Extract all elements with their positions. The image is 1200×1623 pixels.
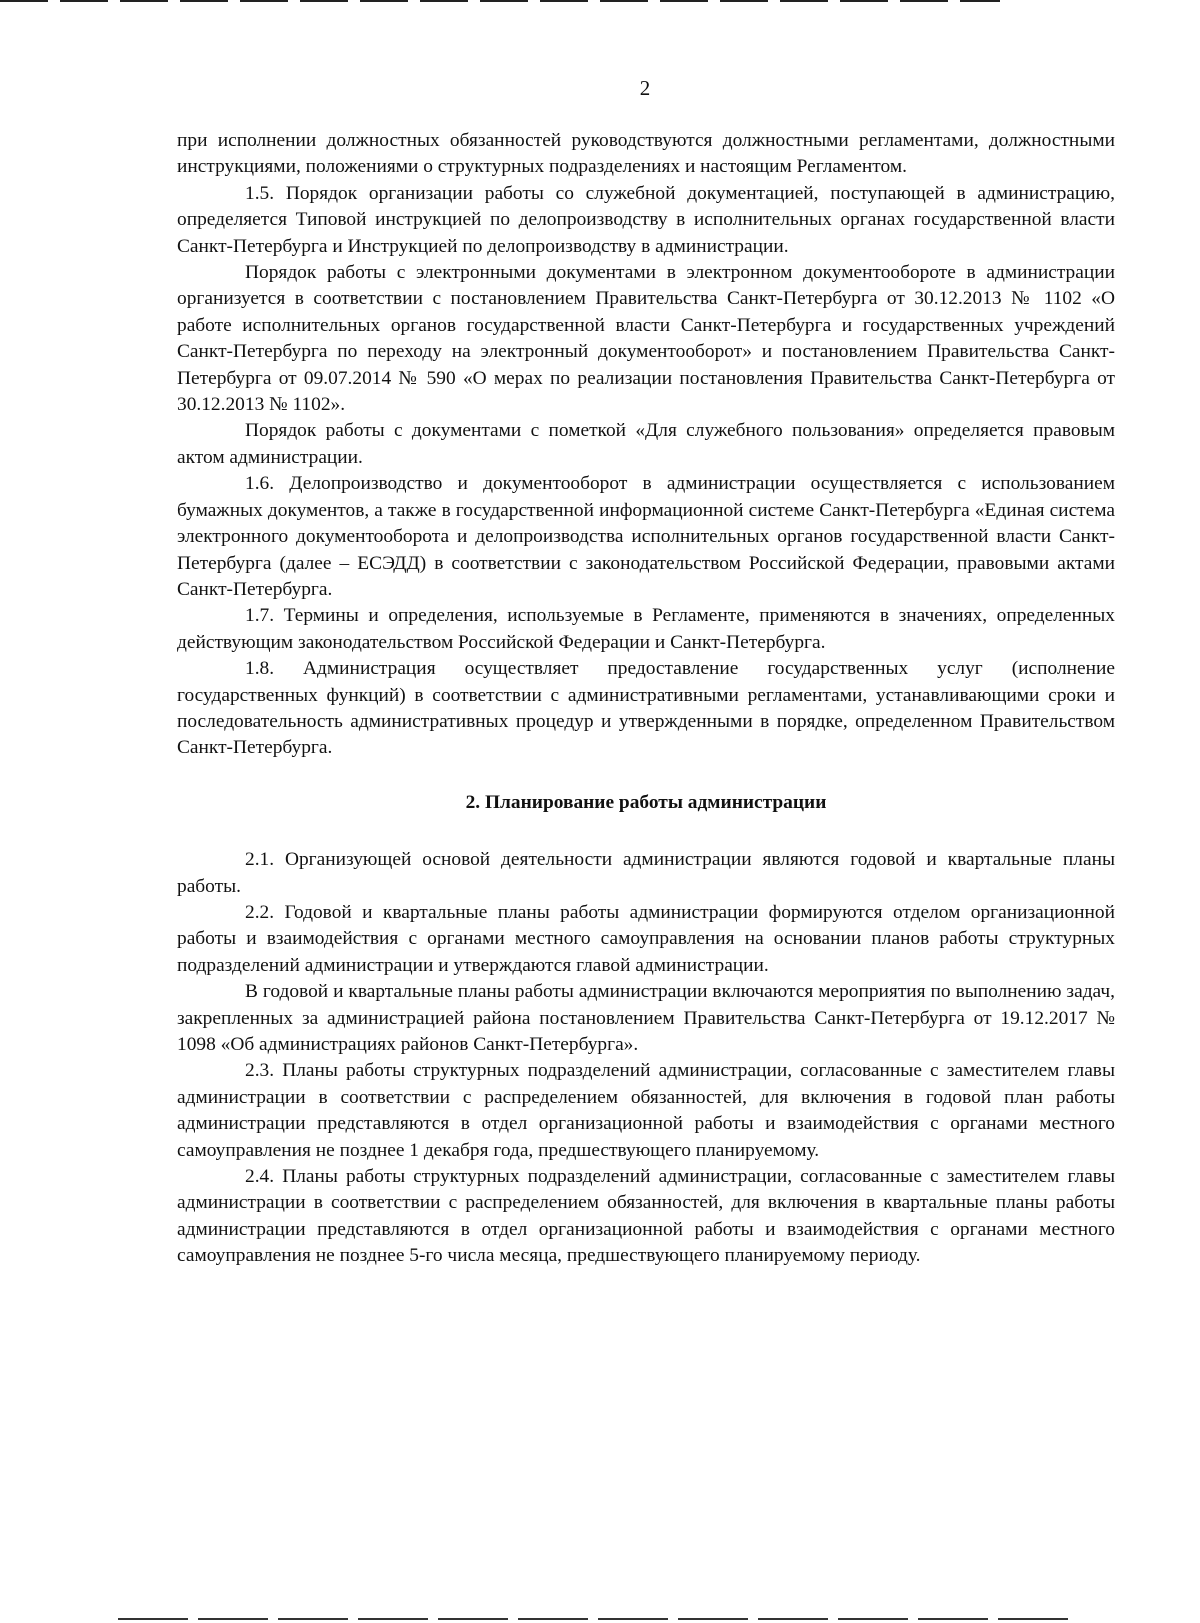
paragraph-plans-measures: В годовой и квартальные планы работы администрации включаются мероприятия по выполнению задач, закрепленных за администрацией района постановлением Правительства Санкт-Петербурга от 19.12.2017 № 1098 «Об администрациях районов Санкт-Петербурга». bbox=[177, 981, 1115, 1055]
paragraph-2-4: 2.4. Планы работы структурных подразделений администрации, согласованные с заместителем главы администрации в соответствии с распределением обязанностей, для включения в квартальные планы работы администрации представляются в отдел организационной работы и взаимодействия с органами местного самоуправления не позднее 5-го числа месяца, предшествующего планируемому периоду. bbox=[177, 1166, 1115, 1267]
paragraph-2-3: 2.3. Планы работы структурных подразделений администрации, согласованные с заместителем главы администрации в соответствии с распределением обязанностей, для включения в годовой план работы администрации представляются в отдел организационной работы и взаимодействия с органами местного самоуправления не позднее 1 декабря года, предшествующего планируемому. bbox=[177, 1060, 1115, 1161]
scan-border-top bbox=[0, 0, 1000, 2]
paragraph-dsp-docs: Порядок работы с документами с пометкой «Для служебного пользования» определяется правовым актом администрации. bbox=[177, 420, 1115, 468]
paragraph-continuation: при исполнении должностных обязанностей руководствуются должностными регламентами, должностными инструкциями, положениями о структурных подразделениях и настоящим Регламентом. bbox=[177, 130, 1115, 178]
scan-border-bottom bbox=[118, 1618, 1068, 1620]
paragraph-1-6: 1.6. Делопроизводство и документооборот в администрации осуществляется с использованием бумажных документов, а также в государственной информационной системе Санкт-Петербурга «Единая система электронного документооборота и делопроизводства исполнительных органов государственной власти Санкт-Петербурга (далее – ЕСЭДД) в соответствии с законодательством Российской Федерации, правовыми актами Санкт-Петербурга. bbox=[177, 473, 1115, 600]
paragraph-1-7: 1.7. Термины и определения, используемые в Регламенте, применяются в значениях, определенных действующим законодательством Российской Федерации и Санкт-Петербурга. bbox=[177, 605, 1115, 653]
paragraph-1-8: 1.8. Администрация осуществляет предоставление государственных услуг (исполнение государственных функций) в соответствии с административными регламентами, устанавливающими сроки и последовательность административных процедур и утвержденными в порядке, определенном Правительством Санкт-Петербурга. bbox=[177, 658, 1115, 759]
page-number: 2 bbox=[639, 76, 651, 100]
paragraph-2-1: 2.1. Организующей основой деятельности администрации являются годовой и квартальные планы работы. bbox=[177, 849, 1115, 897]
paragraph-2-2: 2.2. Годовой и квартальные планы работы администрации формируются отделом организационной работы и взаимодействия с органами местного самоуправления на основании планов работы структурных подразделений администрации и утверждаются главой администрации. bbox=[177, 901, 1115, 976]
document-body bbox=[177, 128, 1115, 1270]
section-heading: 2. Планирование работы администрации bbox=[465, 791, 827, 813]
paragraph-1-5: 1.5. Порядок организации работы со служебной документацией, поступающей в администрацию, определяется Типовой инструкцией по делопроизводству в исполнительных органах государственной власти Санкт-Петербурга и Инструкцией по делопроизводству в администрации. bbox=[177, 182, 1115, 257]
paragraph-electronic-docs: Порядок работы с электронными документами в электронном документообороте в администрации организуется в соответствии с постановлением Правительства Санкт-Петербурга от 30.12.2013 № 1102 «О работе исполнительных органов государственной власти Санкт-Петербурга и государственных учреждений Санкт-Петербурга по переходу на электронный документооборот» и постановлением Правительства Санкт-Петербурга от 09.07.2014 № 590 «О мерах по реализации постановления Правительства Санкт-Петербурга от 30.12.2013 № 1102». bbox=[177, 262, 1115, 416]
